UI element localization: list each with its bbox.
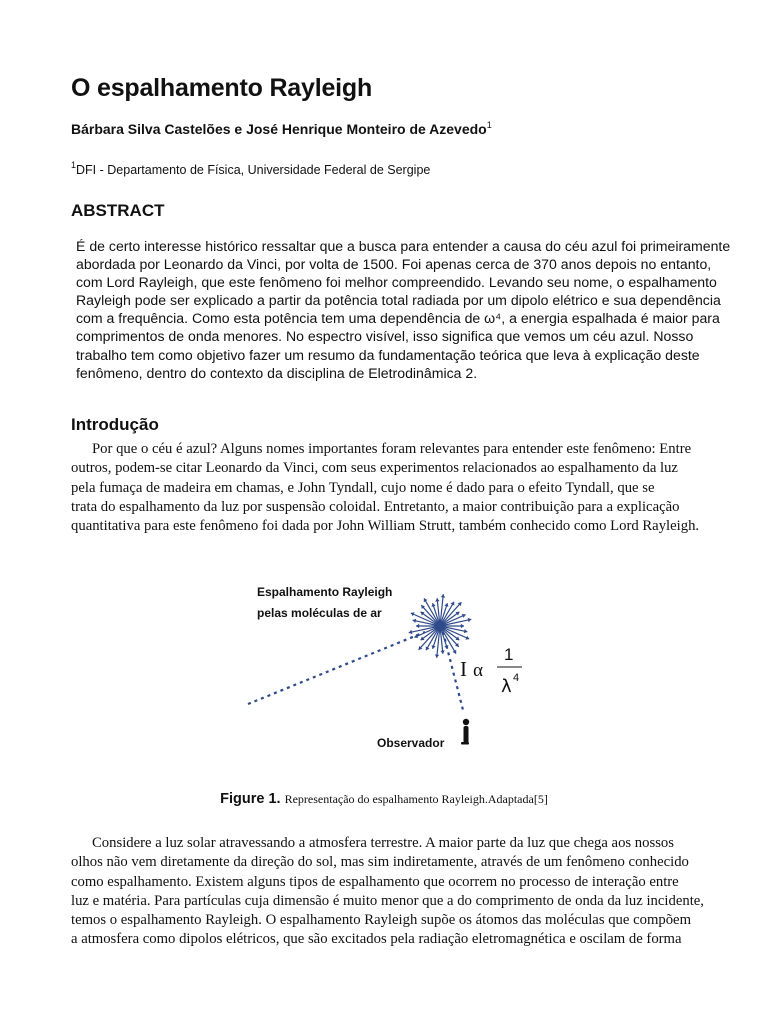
abstract-line: com Lord Rayleigh, que este fenômeno foi melhor compreendido. Levando seu nome, o espalhamento xyxy=(76,274,717,291)
scatter-ray-arrowhead xyxy=(441,594,445,597)
body-paragraph-2 xyxy=(71,834,704,950)
incident-light-ray xyxy=(248,632,425,704)
formula-exponent: 4 xyxy=(513,672,520,684)
observer-label: Observador xyxy=(377,736,445,750)
figure-label-line1: Espalhamento Rayleigh xyxy=(257,585,393,599)
formula-proportional: α xyxy=(473,660,483,681)
intro-line: trata do espalhamento da luz por suspensão coloidal. Entretanto, a maior contribuição para a explicação xyxy=(71,498,680,515)
intro-paragraph xyxy=(71,440,699,536)
figure-rayleigh xyxy=(240,570,540,770)
figure-caption xyxy=(0,791,768,807)
paragraph-line: olhos não vem diretamente da direção do sol, mas sim indiretamente, através de um fenômeno conhecido xyxy=(71,854,689,871)
abstract-line: fenômeno, dentro do contexto da disciplina de Eletrodinâmica 2. xyxy=(76,364,478,381)
author-line xyxy=(71,120,492,137)
authors: Bárbara Silva Castelões e José Henrique Monteiro de Azevedo xyxy=(71,121,487,137)
author-affiliation-mark: 1 xyxy=(486,120,492,130)
scatter-ray-arrowhead xyxy=(461,624,464,628)
abstract-line: abordada por Leonardo da Vinci, por volta de 1500. Foi apenas cerca de 370 anos depois no entanto, xyxy=(76,256,712,273)
affiliation-line xyxy=(71,160,430,177)
intro-line: pela fumaça de madeira em chamas, e John Tyndall, cujo nome é dado para o efeito Tyndall, que se xyxy=(71,479,655,496)
abstract-line: É de certo interesse histórico ressaltar que a busca para entender a causa do céu azul foi primeiramente xyxy=(76,238,731,254)
scatter-ray-arrowhead xyxy=(416,624,419,628)
formula-intensity: I xyxy=(460,657,467,681)
scatter-ray-arrowhead xyxy=(440,650,444,653)
abstract-body xyxy=(76,237,731,382)
observer-person-icon xyxy=(461,719,469,745)
paragraph-line: como espalhamento. Existem alguns tipos de espalhamento que ocorrem no processo de interação entre xyxy=(71,873,679,890)
paragraph-line: a atmosfera como dipolos elétricos, que são excitados pela radiação eletromagnética e oscilam de forma xyxy=(71,931,682,948)
abstract-heading: ABSTRACT xyxy=(71,201,165,220)
paragraph-line: Considere a luz solar atravessando a atmosfera terrestre. A maior parte da luz que chega aos nossos xyxy=(92,835,674,851)
paragraph-line: luz e matéria. Para partículas cuja dimensão é muito menor que a do comprimento de onda da luz incidente, xyxy=(71,892,704,909)
abstract-line: com a frequência. Como esta potência tem uma dependência de ω⁴, a energia espalhada é maior para xyxy=(76,310,720,327)
scatter-ray-arrowhead xyxy=(435,654,439,657)
paragraph-line: temos o espalhamento Rayleigh. O espalhamento Rayleigh supõe os átomos das moléculas que compõem xyxy=(71,912,692,929)
scatter-ray-arrowhead xyxy=(435,598,439,601)
intro-line: Por que o céu é azul? Alguns nomes importantes foram relevantes para entender este fenômeno: Entre xyxy=(92,441,692,457)
affiliation-mark: 1 xyxy=(71,160,77,170)
scatter-ray-arrowhead xyxy=(468,618,472,622)
abstract-line: comprimentos de onda menores. No espectro visível, isso significa que vemos um céu azul. Nosso xyxy=(76,328,694,345)
intro-line: outros, podem-se citar Leonardo da Vinci, com seus experimentos relacionados ao espalhamento da luz xyxy=(71,460,678,477)
formula-lambda: λ xyxy=(501,676,512,697)
paper-title: O espalhamento Rayleigh xyxy=(71,74,373,102)
abstract-line: trabalho tem como objetivo fazer um resumo da fundamentação teórica que leva à explicação deste xyxy=(76,346,700,363)
formula-numerator: 1 xyxy=(504,645,514,664)
intro-heading: Introdução xyxy=(71,415,159,434)
scatter-ray-arrowhead xyxy=(409,630,413,634)
caption-text: Representação do espalhamento Rayleigh.Adaptada[5] xyxy=(284,792,548,806)
affiliation: DFI - Departamento de Física, Universidade Federal de Sergipe xyxy=(76,163,431,177)
figure-label-line2: pelas moléculas de ar xyxy=(257,606,382,620)
caption-label: Figure 1. xyxy=(220,791,281,807)
figure-diagram xyxy=(240,570,540,770)
intro-line: quantitativa para este fenômeno foi dada por John William Strutt, também conhecido como Lord Rayleigh. xyxy=(71,518,700,535)
abstract-line: Rayleigh pode ser explicado a partir da potência total radiada por um dipolo elétrico e sua dependência xyxy=(76,292,721,309)
air-molecule xyxy=(437,623,443,629)
